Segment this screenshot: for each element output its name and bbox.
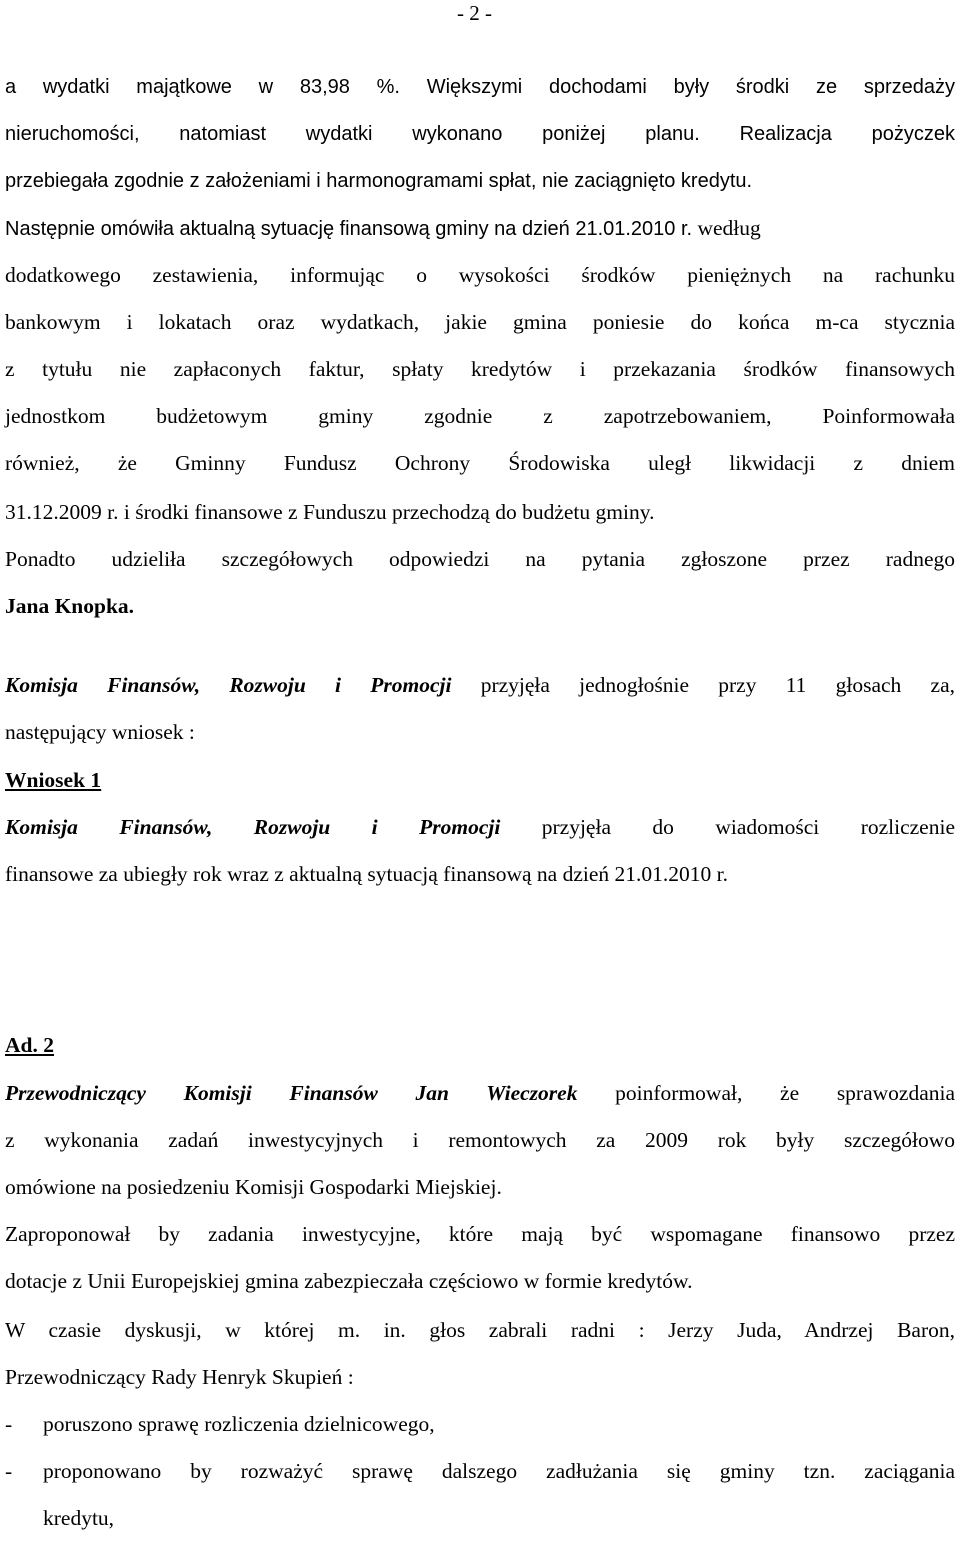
para1-line2: nieruchomości, natomiast wydatki wykonano poniżej planu. Realizacja pożyczek [5,123,955,145]
ad2-line7: Przewodniczący Rady Henryk Skupień : [5,1365,354,1389]
ad2-line5: dotacje z Unii Europejskiej gmina zabezpieczała częściowo w formie kredytów. [5,1269,693,1293]
para1-line10: 31.12.2009 r. i środki finansowe z Funduszu przechodzą do budżetu gminy. [5,500,655,524]
ad2-speaker: Przewodniczący Komisji Finansów Jan Wieczorek [5,1081,578,1105]
ad2-line6: W czasie dyskusji, w której m. in. głos zabrali radni : Jerzy Juda, Andrzej Baron, [5,1318,955,1342]
motion-title: Wniosek 1 [5,768,102,792]
para1-line7: z tytułu nie zapłaconych faktur, spłaty kredytów i przekazania środków finansowych [5,357,955,381]
list-bullet-2: - [5,1459,13,1483]
para1-line1: a wydatki majątkowe w 83,98 %. Większymi dochodami były środki ze sprzedaży [5,76,955,98]
list-item-1: poruszono sprawę rozliczenia dzielnicowego, [43,1412,435,1436]
para1-line4-tail: według [692,216,761,240]
motion-line2: finansowe za ubiegły rok wraz z aktualną sytuacją finansową na dzień 21.01.2010 r. [5,862,728,886]
ad2-line1 [5,1070,955,1117]
para1-line6: bankowym i lokatach oraz wydatkach, jakie gmina poniesie do końca m-ca stycznia [5,310,955,334]
para1-line4-sans: Następnie omówiła aktualną sytuację finansową gminy na dzień 21.01.2010 r. [5,218,693,240]
page-number: - 2 - [457,1,492,25]
ad2-line2: z wykonania zadań inwestycyjnych i remontowych za 2009 rok były szczegółowo [5,1128,955,1152]
list-item-2-line1: proponowano by rozważyć sprawę dalszego zadłużania się gminy tzn. zaciągania [43,1459,955,1483]
motion-commission-name: Komisja Finansów, Rozwoju i Promocji [5,815,501,839]
ad2-line4: Zaproponował by zadania inwestycyjne, które mają być wspomagane finansowo przez [5,1222,955,1246]
commission-line1-rest: przyjęła jednogłośnie przy 11 głosach za, [451,673,955,697]
section-ad2-heading: Ad. 2 [5,1033,54,1057]
commission-line2: następujący wniosek : [5,720,195,744]
para1-line3: przebiegała zgodnie z założeniami i harmonogramami spłat, nie zaciągnięto kredytu. [5,170,753,192]
para1-line9: również, że Gminny Fundusz Ochrony Środowiska uległ likwidacji z dniem [5,451,955,475]
para1-line5: dodatkowego zestawienia, informując o wysokości środków pieniężnych na rachunku [5,263,955,287]
motion-line1 [5,804,955,851]
document-page [5,0,955,1533]
commission-name: Komisja Finansów, Rozwoju i Promocji [5,673,452,697]
ad2-line3: omówione na posiedzeniu Komisji Gospodarki Miejskiej. [5,1175,502,1199]
para1-line8: jednostkom budżetowym gminy zgodnie z zapotrzebowaniem, Poinformowała [5,404,955,428]
list-bullet-1: - [5,1412,13,1436]
list-item-2-line2: kredytu, [43,1506,115,1530]
para1-line4 [5,205,761,253]
commission-line1 [5,662,955,709]
ad2-line1-rest: poinformował, że sprawozdania [577,1081,956,1105]
para1-line11: Ponadto udzieliła szczegółowych odpowiedzi na pytania zgłoszone przez radnego [5,547,955,571]
motion-line1-rest: przyjęła do wiadomości rozliczenie [500,815,955,839]
councillor-name: Jana Knopka. [5,594,135,618]
